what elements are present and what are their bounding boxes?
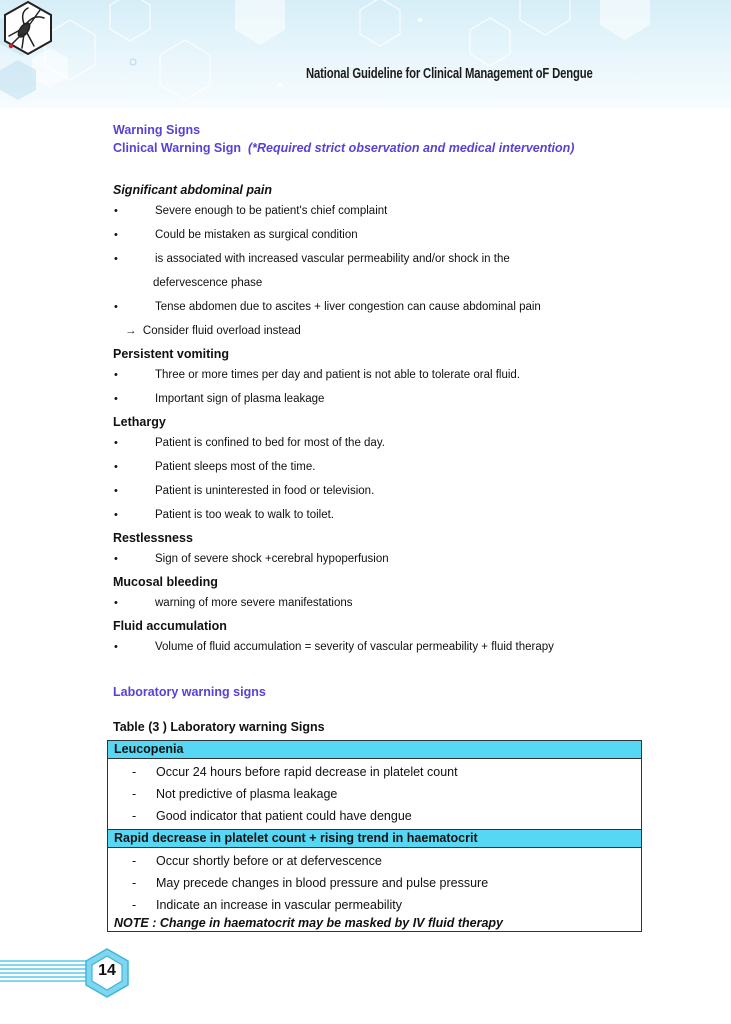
bullet-icon: •: [114, 641, 118, 653]
list-item-continuation: defervescence phase: [153, 277, 263, 289]
table-note: NOTE : Change in haematocrit may be masked by IV fluid therapy: [114, 916, 503, 930]
list-item-text: is associated with increased vascular permeability and/or shock in the: [155, 253, 510, 265]
list-item: [113, 199, 643, 223]
section-lethargy-title: Lethargy: [113, 415, 166, 429]
clinical-warning-label: Clinical Warning Sign: [113, 141, 242, 155]
table-row: [108, 848, 642, 932]
clinical-warning-note: (*Required strict observation and medical intervention): [247, 141, 575, 155]
list-item-text: Patient is confined to bed for most of the day.: [155, 437, 385, 449]
table-row: [108, 759, 642, 830]
leucopenia-list: [114, 759, 635, 829]
bullet-icon: •: [114, 229, 118, 241]
list-item: [114, 850, 635, 872]
abdominal-list-2: [113, 295, 643, 319]
list-item-text: Severe enough to be patient's chief complaint: [155, 205, 388, 217]
lab-warning-heading: Laboratory warning signs: [113, 685, 266, 699]
platelet-header: Rapid decrease in platelet count + rising trend in haematocrit: [108, 830, 642, 848]
right-arrow-icon: →: [125, 325, 137, 337]
list-item: [114, 805, 635, 827]
leucopenia-header: Leucopenia: [108, 741, 642, 759]
dash-icon: -: [132, 787, 137, 801]
bullet-icon: •: [114, 553, 118, 565]
table-row: [108, 741, 642, 759]
page-number: 14: [98, 962, 116, 979]
bullet-icon: •: [114, 437, 118, 449]
bullet-icon: •: [114, 393, 118, 405]
list-item-text: Patient is too weak to walk to toilet.: [155, 509, 334, 521]
dash-icon: -: [132, 809, 137, 823]
lab-warning-table: [107, 740, 642, 932]
bullet-icon: •: [114, 509, 118, 521]
restlessness-list: [113, 547, 643, 571]
section-vomiting-title: Persistent vomiting: [113, 347, 229, 361]
list-item: [113, 223, 643, 247]
arrow-note-text: Consider fluid overload instead: [142, 325, 301, 337]
list-item: [114, 872, 635, 894]
warning-signs-heading: Warning Signs: [113, 123, 201, 137]
table-title: Table (3 ) Laboratory warning Signs: [113, 720, 325, 734]
mosquito-icon: [0, 0, 56, 56]
list-item-text: Indicate an increase in vascular permeability: [156, 898, 402, 912]
platelet-list: [114, 848, 635, 915]
section-restlessness-title: Restlessness: [113, 531, 193, 545]
abdominal-list: [113, 199, 643, 271]
bullet-icon: •: [114, 485, 118, 497]
page-content: [113, 121, 643, 735]
list-item-text: May precede changes in blood pressure and pulse pressure: [156, 876, 489, 890]
table-cell: [108, 848, 642, 932]
fluid-list: [113, 635, 643, 659]
header-band: [0, 0, 731, 108]
list-item-text: Could be mistaken as surgical condition: [155, 229, 358, 241]
hexagon-pattern: [0, 0, 731, 108]
arrow-note: [113, 319, 643, 343]
list-item: [114, 761, 635, 783]
list-item: [114, 783, 635, 805]
vomiting-list: [113, 363, 643, 411]
bullet-icon: •: [114, 461, 118, 473]
dash-icon: -: [132, 765, 137, 779]
section-abdominal-title: Significant abdominal pain: [113, 183, 273, 197]
list-item: [113, 547, 643, 571]
bullet-icon: •: [114, 369, 118, 381]
list-item-text: Important sign of plasma leakage: [155, 393, 325, 405]
list-item: [113, 479, 643, 503]
list-item: [113, 591, 643, 615]
list-item: [113, 295, 643, 319]
list-item: [113, 503, 643, 527]
section-fluid-title: Fluid accumulation: [113, 619, 227, 633]
list-item-text: Tense abdomen due to ascites + liver congestion can cause abdominal pain: [155, 301, 541, 313]
list-item-text: Patient is uninterested in food or television.: [155, 485, 375, 497]
table-row: [108, 830, 642, 848]
bullet-icon: •: [114, 597, 118, 609]
bullet-icon: •: [114, 301, 118, 313]
mucosal-list: [113, 591, 643, 615]
list-item-text: Sign of severe shock +cerebral hypoperfusion: [155, 553, 389, 565]
bullet-icon: •: [114, 205, 118, 217]
list-item: [113, 431, 643, 455]
list-item: [113, 455, 643, 479]
list-item: [113, 387, 643, 411]
table-cell: [108, 759, 642, 830]
bullet-icon: •: [114, 253, 118, 265]
header-title: National Guideline for Clinical Management oF Dengue: [306, 66, 593, 82]
list-item-text: Volume of fluid accumulation = severity of vascular permeability + fluid therapy: [155, 641, 554, 653]
page-number-badge: [82, 948, 132, 998]
dash-icon: -: [132, 898, 137, 912]
dash-icon: -: [132, 854, 137, 868]
lethargy-list: [113, 431, 643, 527]
clinical-warning-heading: [113, 139, 643, 157]
list-item: [114, 894, 635, 913]
list-item: [113, 635, 643, 659]
list-item-text: Not predictive of plasma leakage: [156, 787, 338, 801]
list-item-text: Occur shortly before or at defervescence: [156, 854, 382, 868]
section-mucosal-title: Mucosal bleeding: [113, 575, 218, 589]
list-item: [113, 247, 643, 271]
dash-icon: -: [132, 876, 137, 890]
list-item-text: Good indicator that patient could have dengue: [156, 809, 412, 823]
list-item-text: Patient sleeps most of the time.: [155, 461, 316, 473]
list-item-text: warning of more severe manifestations: [155, 597, 353, 609]
list-item-text: Three or more times per day and patient is not able to tolerate oral fluid.: [155, 369, 521, 381]
list-item: [113, 363, 643, 387]
list-item-text: Occur 24 hours before rapid decrease in platelet count: [156, 765, 458, 779]
